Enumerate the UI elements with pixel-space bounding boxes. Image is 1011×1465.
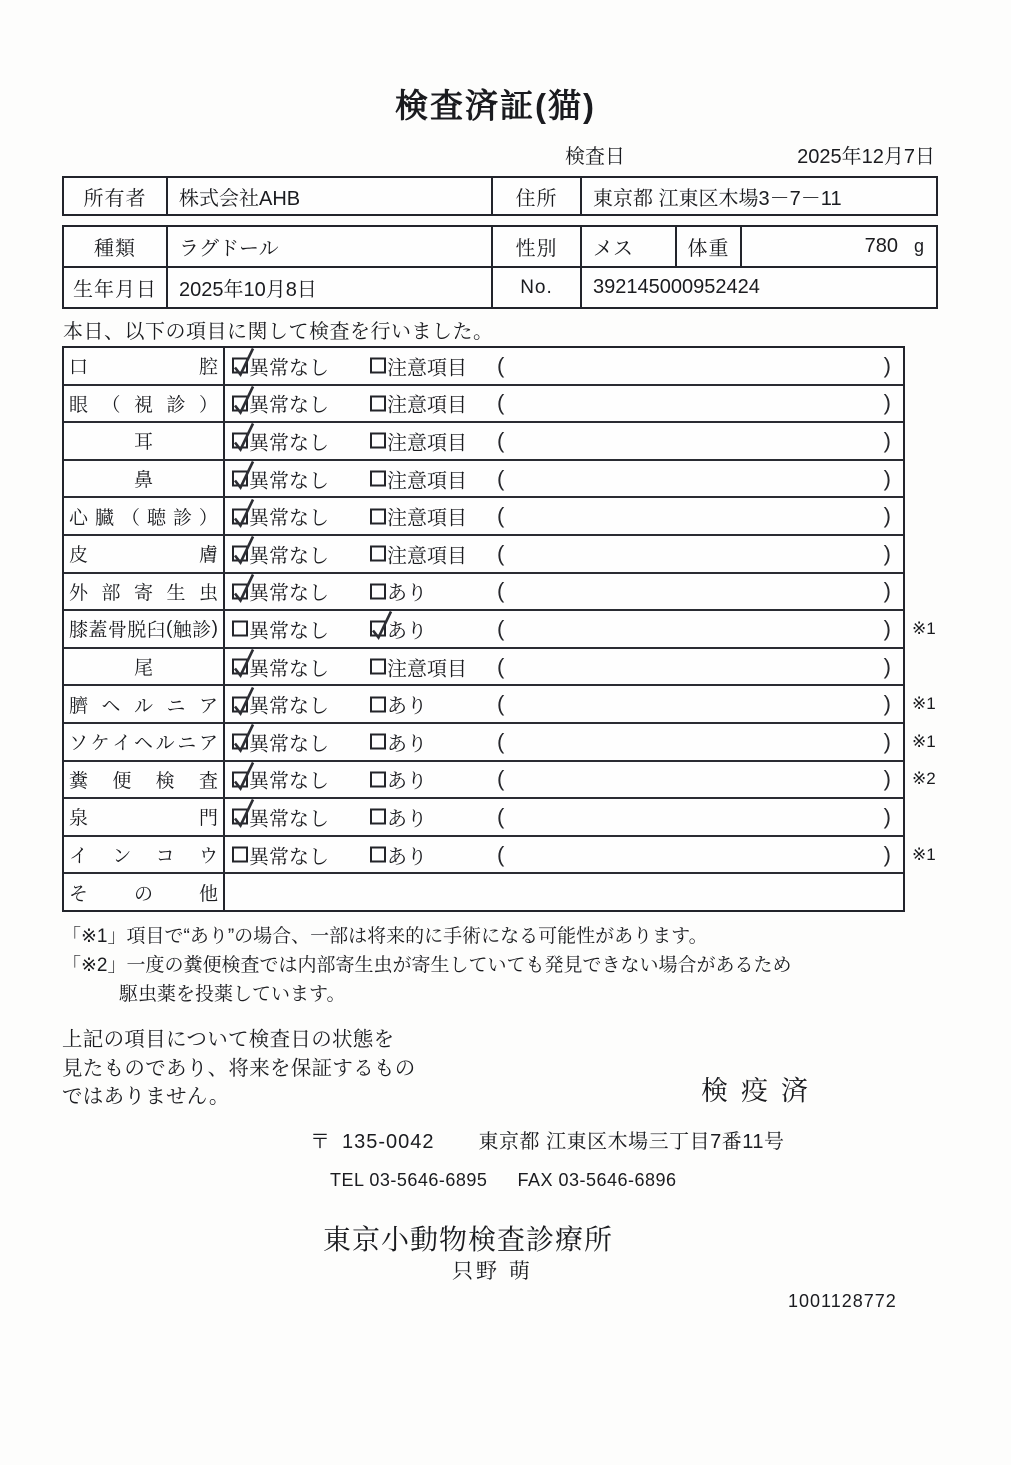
label-char: （ [101, 394, 121, 416]
label-char: ン [112, 846, 132, 868]
label-char: 虫 [198, 582, 218, 604]
quarantine-stamp: 検疫済 [701, 1076, 821, 1106]
handwritten-check-icon [231, 532, 257, 566]
footnote-ref: ※1 [912, 618, 936, 638]
checkbox-unchecked-icon [370, 546, 386, 562]
label-char: ル [133, 695, 153, 717]
breed-label: 種類 [64, 227, 168, 266]
pet-info-row-2 [64, 268, 936, 307]
footnote-line: 駆虫薬を投薬しています。 [119, 984, 346, 1005]
label-char: ウ [198, 846, 218, 868]
checklist-row [64, 423, 903, 461]
remarks-close-paren: ) [883, 728, 891, 754]
checkbox-unchecked-icon [370, 433, 386, 449]
checkbox-checked-icon [232, 583, 248, 599]
result-option [232, 539, 329, 568]
remarks-close-paren: ) [883, 390, 891, 416]
checkbox-unchecked-icon [370, 395, 386, 411]
exam-item-label [64, 536, 225, 572]
option-label: 異常なし [249, 658, 329, 681]
option-label: あり [387, 733, 427, 756]
clinic-fax: FAX 03-5646-6896 [517, 1170, 677, 1190]
exam-item-result [225, 799, 903, 835]
remarks-open-paren: ( [497, 841, 505, 867]
label-char: イ [112, 733, 132, 755]
checklist-row [64, 498, 903, 536]
label-char: ニ [166, 695, 186, 717]
label-char: 鼻 [133, 470, 153, 492]
checkbox-unchecked-icon [370, 809, 386, 825]
clinic-address: 東京都 江東区木場三丁目7番11号 [478, 1131, 785, 1153]
result-option [370, 389, 467, 418]
label-char: 外 [69, 582, 89, 604]
checklist-row [64, 649, 903, 687]
result-option [232, 802, 329, 831]
result-option [370, 464, 467, 493]
checklist-row [64, 874, 903, 910]
remarks-open-paren: ( [497, 503, 505, 529]
result-option [370, 840, 427, 869]
label-char: 視 [133, 394, 153, 416]
exam-item-result [225, 762, 903, 798]
option-label: あり [387, 846, 427, 869]
label-char: 便 [112, 770, 132, 792]
clinic-tel: TEL 03-5646-6895 [330, 1170, 488, 1190]
remarks-close-paren: ) [883, 766, 891, 792]
option-label: 異常なし [249, 545, 329, 568]
exam-item-label [64, 423, 225, 459]
exam-item-label [64, 611, 225, 647]
inspection-date-row [565, 140, 935, 169]
footnote-ref: ※1 [912, 694, 936, 714]
label-char: ア [198, 733, 218, 755]
birthdate-value: 2025年10月8日 [168, 268, 493, 307]
label-char: 臍 [69, 695, 89, 717]
birthdate-label: 生年月日 [64, 268, 168, 307]
label-char: ヘ [133, 733, 153, 755]
postal-code: 135-0042 [342, 1131, 435, 1153]
exam-checklist-table [62, 346, 936, 912]
remarks-close-paren: ) [883, 691, 891, 717]
label-char: 泉 [69, 808, 89, 830]
checkbox-unchecked-icon [370, 771, 386, 787]
exam-item-result [225, 348, 903, 384]
weight-label: 体重 [677, 227, 742, 266]
checkbox-checked-icon [232, 771, 248, 787]
checkbox-unchecked-icon [370, 471, 386, 487]
option-label: 異常なし [249, 808, 329, 831]
exam-item-label [64, 348, 225, 384]
exam-item-result [225, 837, 903, 873]
checkbox-checked-icon [232, 395, 248, 411]
option-label: あり [387, 695, 427, 718]
label-char: 門 [198, 808, 218, 830]
checkbox-unchecked-icon [232, 621, 248, 637]
checklist-row [64, 611, 936, 649]
label-char: コ [155, 846, 175, 868]
intro-line: 本日、以下の項目に関して検査を行いました。 [63, 321, 494, 343]
handwritten-check-icon [231, 795, 257, 829]
exam-item-label [64, 498, 225, 534]
checkbox-checked-icon [232, 508, 248, 524]
result-option [232, 727, 329, 756]
checklist-row [64, 386, 903, 424]
handwritten-check-icon [231, 757, 257, 791]
result-option [232, 652, 329, 681]
checklist-row [64, 461, 903, 499]
exam-item-label [64, 649, 225, 685]
option-label: 異常なし [249, 733, 329, 756]
label-char: ル [155, 733, 175, 755]
result-option [370, 765, 427, 794]
footnote-line: 「※1」項目で“あり”の場合、一部は将来的に手術になる可能性があります。 [62, 926, 708, 947]
checkbox-checked-icon [232, 696, 248, 712]
checklist-row [64, 536, 903, 574]
pet-info-table [62, 225, 938, 309]
label-char: 生 [166, 582, 186, 604]
label-char: ケ [90, 733, 110, 755]
remarks-close-paren: ) [883, 841, 891, 867]
exam-item-result [225, 423, 903, 459]
result-option [232, 840, 329, 869]
label-char: 診 [166, 394, 186, 416]
breed-value: ラグドール [168, 227, 493, 266]
result-option [370, 426, 467, 455]
footnote-ref: ※1 [912, 844, 936, 864]
disclaimer-line: 見たものであり、将来を保証するもの [62, 1056, 416, 1080]
label-char: 耳 [133, 432, 153, 454]
remarks-open-paren: ( [497, 578, 505, 604]
pet-info-row-1 [64, 227, 936, 268]
exam-item-result [225, 649, 903, 685]
exam-item-label [64, 762, 225, 798]
label-char: 膚 [198, 545, 218, 567]
label-char: ） [198, 394, 218, 416]
remarks-close-paren: ) [883, 653, 891, 679]
exam-item-result [225, 536, 903, 572]
label-char: イ [69, 846, 89, 868]
footnote-ref: ※2 [912, 769, 936, 789]
remarks-close-paren: ) [883, 427, 891, 453]
number-label: No. [493, 268, 582, 307]
exam-item-result [225, 611, 903, 647]
exam-item-label [64, 837, 225, 873]
remarks-close-paren: ) [883, 615, 891, 641]
option-label: 異常なし [249, 770, 329, 793]
remarks-open-paren: ( [497, 691, 505, 717]
checkbox-checked-icon [232, 659, 248, 675]
result-option [232, 464, 329, 493]
option-label: 注意項目 [387, 357, 467, 380]
result-option [232, 690, 329, 719]
sex-label: 性別 [493, 227, 582, 266]
result-option [232, 502, 329, 531]
label-char: 臼 [146, 620, 166, 642]
label-char: 診 [192, 620, 212, 642]
label-char: ） [198, 507, 218, 529]
remarks-open-paren: ( [497, 766, 505, 792]
checkbox-unchecked-icon [370, 696, 386, 712]
result-option [232, 389, 329, 418]
label-char: 査 [198, 770, 218, 792]
remarks-open-paren: ( [497, 540, 505, 566]
owner-table [62, 176, 938, 216]
remarks-close-paren: ) [883, 465, 891, 491]
exam-item-label [64, 461, 225, 497]
handwritten-check-icon [231, 720, 257, 754]
checkbox-unchecked-icon [370, 659, 386, 675]
checklist-row [64, 724, 936, 762]
result-option [232, 351, 329, 380]
checklist-row [64, 348, 903, 386]
option-label: あり [387, 620, 427, 643]
label-char: ( [166, 617, 173, 639]
handwritten-check-icon [231, 569, 257, 603]
remarks-close-paren: ) [883, 540, 891, 566]
result-option [232, 765, 329, 794]
result-option [370, 502, 467, 531]
exam-item-result [225, 386, 903, 422]
label-char: ) [211, 617, 218, 639]
weight-unit: g [913, 236, 924, 256]
owner-value: 株式会社AHB [168, 178, 493, 214]
label-char: 触 [172, 620, 192, 642]
exam-item-label [64, 386, 225, 422]
checkbox-unchecked-icon [370, 734, 386, 750]
page-title: 検査済証(猫) [395, 87, 596, 124]
label-char: ア [198, 695, 218, 717]
result-option [370, 614, 427, 643]
result-option [370, 351, 467, 380]
postal-mark: 〒 [310, 1131, 330, 1153]
clinic-phone-line [330, 1170, 677, 1191]
result-option [370, 577, 427, 606]
disclaimer-line: 上記の項目について検査日の状態を [62, 1028, 395, 1051]
checklist-row [64, 799, 903, 837]
result-option [232, 614, 329, 643]
option-label: 異常なし [249, 620, 329, 643]
option-label: 異常なし [249, 357, 329, 380]
exam-item-label [64, 799, 225, 835]
remarks-close-paren: ) [883, 803, 891, 829]
exam-item-result [225, 724, 903, 760]
label-char: 診 [172, 507, 192, 529]
result-option [370, 727, 427, 756]
result-option [370, 690, 427, 719]
footnotes [62, 922, 792, 1009]
option-label: 注意項目 [387, 432, 467, 455]
label-char: 膝 [69, 620, 89, 642]
option-label: あり [387, 808, 427, 831]
handwritten-check-icon [231, 457, 257, 491]
result-option [232, 577, 329, 606]
option-label: 注意項目 [387, 470, 467, 493]
remarks-open-paren: ( [497, 653, 505, 679]
option-label: 異常なし [249, 695, 329, 718]
remarks-close-paren: ) [883, 503, 891, 529]
checkbox-checked-icon [232, 546, 248, 562]
remarks-open-paren: ( [497, 728, 505, 754]
remarks-open-paren: ( [497, 427, 505, 453]
exam-item-label [64, 574, 225, 610]
checkbox-checked-icon [232, 433, 248, 449]
document-number: 1001128772 [788, 1291, 897, 1311]
label-char: 検 [155, 770, 175, 792]
result-option [232, 426, 329, 455]
inspection-date-label: 検査日 [565, 146, 625, 168]
label-char: 臓 [94, 507, 114, 529]
label-char: 眼 [69, 394, 89, 416]
label-char: 皮 [69, 545, 89, 567]
remarks-open-paren: ( [497, 803, 505, 829]
exam-item-result [225, 874, 903, 910]
address-label: 住所 [493, 178, 582, 214]
handwritten-check-icon [231, 682, 257, 716]
footnote-ref: ※1 [912, 731, 936, 751]
label-char: 腔 [198, 357, 218, 379]
option-label: 異常なし [249, 470, 329, 493]
checklist-row [64, 574, 903, 612]
exam-item-result [225, 461, 903, 497]
exam-item-result [225, 498, 903, 534]
remarks-open-paren: ( [497, 615, 505, 641]
option-label: 注意項目 [387, 658, 467, 681]
option-label: あり [387, 582, 427, 605]
checkbox-unchecked-icon [370, 847, 386, 863]
label-char: 蓋 [88, 620, 108, 642]
checklist-row [64, 837, 936, 875]
option-label: 注意項目 [387, 507, 467, 530]
owner-label: 所有者 [64, 178, 168, 214]
handwritten-check-icon [369, 607, 395, 641]
label-char: の [133, 883, 153, 905]
address-value: 東京都 江東区木場3－7－11 [593, 187, 842, 210]
label-char: ニ [177, 733, 197, 755]
option-label: 異常なし [249, 394, 329, 417]
checklist-row [64, 686, 936, 724]
option-label: 異常なし [249, 846, 329, 869]
checkbox-checked-icon [232, 471, 248, 487]
checkbox-checked-icon [232, 358, 248, 374]
exam-item-result [225, 574, 903, 610]
checkbox-checked-icon [232, 734, 248, 750]
label-char: そ [69, 883, 89, 905]
label-char: ヘ [101, 695, 121, 717]
inspection-date-value: 2025年12月7日 [797, 146, 935, 168]
label-char: 寄 [133, 582, 153, 604]
weight-number: 780 [864, 235, 898, 257]
label-char: 心 [69, 507, 89, 529]
remarks-close-paren: ) [883, 352, 891, 378]
label-char: 口 [69, 357, 89, 379]
label-char: 部 [101, 582, 121, 604]
result-option [370, 652, 467, 681]
checkbox-unchecked-icon [370, 508, 386, 524]
checkbox-unchecked-icon [370, 583, 386, 599]
checkbox-unchecked-icon [370, 358, 386, 374]
weight-value [742, 227, 936, 266]
exam-item-label [64, 724, 225, 760]
sex-value: メス [582, 227, 677, 266]
label-char: 骨 [107, 620, 127, 642]
checkbox-checked-icon [370, 621, 386, 637]
label-char: 他 [198, 883, 218, 905]
footnote-line: 「※2」一度の糞便検査では内部寄生虫が寄生していても発見できない場合があるため [62, 955, 792, 976]
option-label: 異常なし [249, 582, 329, 605]
label-char: 尾 [133, 658, 153, 680]
option-label: 注意項目 [387, 394, 467, 417]
number-value: 392145000952424 [593, 276, 760, 298]
option-label: あり [387, 770, 427, 793]
remarks-close-paren: ) [883, 578, 891, 604]
option-label: 異常なし [249, 432, 329, 455]
clinic-address-line [310, 1125, 784, 1154]
handwritten-check-icon [231, 344, 257, 378]
remarks-open-paren: ( [497, 352, 505, 378]
veterinarian-name: 只野 萌 [452, 1260, 533, 1283]
exam-item-label [64, 874, 225, 910]
exam-item-result [225, 686, 903, 722]
clinic-name: 東京小動物検査診療所 [323, 1224, 614, 1255]
remarks-open-paren: ( [497, 390, 505, 416]
exam-item-label [64, 686, 225, 722]
label-char: 聴 [146, 507, 166, 529]
checklist-row [64, 762, 936, 800]
handwritten-check-icon [231, 419, 257, 453]
handwritten-check-icon [231, 645, 257, 679]
option-label: 異常なし [249, 507, 329, 530]
result-option [370, 802, 427, 831]
option-label: 注意項目 [387, 545, 467, 568]
disclaimer-line: ではありません。 [62, 1085, 230, 1108]
disclaimer-text [62, 1026, 416, 1112]
label-char: ソ [69, 733, 89, 755]
label-char: （ [120, 507, 140, 529]
result-option [370, 539, 467, 568]
label-char: 脱 [127, 620, 147, 642]
label-char: 糞 [69, 770, 89, 792]
handwritten-check-icon [231, 494, 257, 528]
checkbox-unchecked-icon [232, 847, 248, 863]
remarks-open-paren: ( [497, 465, 505, 491]
handwritten-check-icon [231, 381, 257, 415]
checkbox-checked-icon [232, 809, 248, 825]
